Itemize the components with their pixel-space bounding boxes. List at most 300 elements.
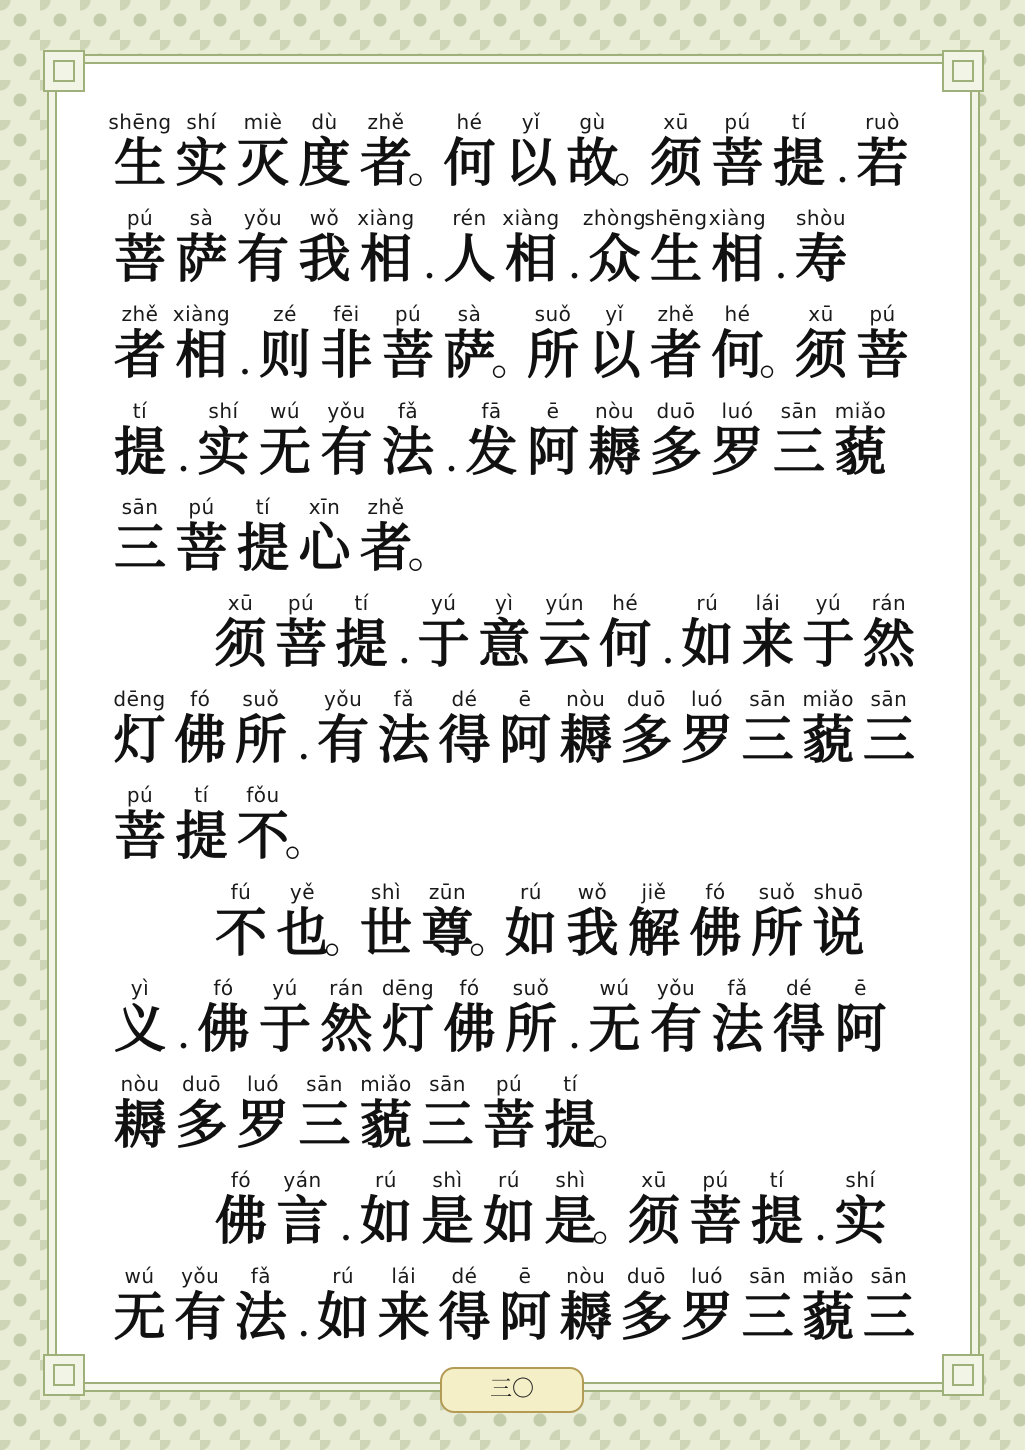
character-cell (234, 782, 292, 866)
character-cell (860, 686, 917, 770)
character-cell (709, 109, 767, 193)
pinyin: pú (126, 206, 154, 231)
pinyin: jiě (641, 879, 667, 904)
pinyin: luó (691, 687, 723, 712)
punctuation (592, 1167, 636, 1252)
character-cell (172, 1263, 229, 1347)
hanzi: 意 (478, 613, 531, 675)
pinyin: fó (705, 879, 726, 904)
pinyin: suǒ (534, 302, 572, 327)
hanzi: 所 (234, 710, 287, 772)
hanzi: 耨 (559, 710, 612, 772)
hanzi: 。 (759, 334, 803, 386)
character-cell (256, 975, 314, 1059)
character-cell (111, 782, 169, 866)
character-cell (234, 494, 292, 578)
hanzi: . (661, 622, 676, 674)
pinyin: ruò (865, 110, 900, 134)
pinyin: duō (181, 1071, 222, 1096)
character-cell (564, 879, 622, 963)
pinyin: dēng (113, 687, 166, 712)
pinyin: dé (786, 975, 812, 1000)
pinyin: shí (186, 110, 217, 134)
pinyin: xū (808, 302, 834, 327)
hanzi: 三 (298, 1094, 351, 1156)
pinyin: xīn (308, 494, 341, 519)
pinyin: shì (432, 1168, 463, 1193)
hanzi: 阿 (834, 998, 887, 1060)
character-cell (564, 109, 622, 193)
pinyin: yì (494, 590, 514, 615)
hanzi: 然 (320, 998, 373, 1060)
character-cell (232, 1263, 289, 1347)
hanzi: 。 (614, 142, 658, 193)
hanzi: 。 (469, 911, 513, 963)
character-cell (860, 1263, 917, 1347)
pinyin: shí (845, 1168, 876, 1193)
pinyin: zhě (657, 302, 695, 327)
pinyin: ē (546, 398, 560, 423)
character-cell (644, 205, 708, 291)
character-cell (586, 301, 644, 385)
character-cell (709, 205, 767, 289)
pinyin: sà (457, 302, 482, 327)
character-cell (173, 301, 231, 385)
pinyin: miǎo (802, 687, 855, 712)
hanzi: . (422, 238, 437, 290)
character-cell (800, 1263, 857, 1347)
character-cell (625, 1167, 683, 1251)
corner-ornament (942, 1354, 984, 1396)
character-cell (860, 590, 917, 674)
character-cell (173, 494, 231, 578)
pinyin: pú (495, 1071, 523, 1096)
punctuation (324, 879, 368, 963)
character-cell (111, 205, 169, 289)
character-cell (792, 301, 850, 385)
pinyin: nòu (566, 1264, 606, 1289)
hanzi: 非 (320, 325, 373, 387)
punctuation (293, 1263, 315, 1347)
hanzi: 如 (482, 1191, 535, 1253)
punctuation (832, 109, 854, 193)
character-cell (687, 1167, 745, 1251)
hanzi: 罗 (711, 421, 764, 483)
hanzi: 实 (197, 421, 250, 483)
pinyin: shuō (813, 879, 864, 904)
hanzi: 生 (649, 229, 702, 291)
character-cell (618, 1263, 675, 1347)
pinyin: yú (815, 590, 842, 615)
character-cell (647, 109, 705, 193)
hanzi: 无 (588, 998, 641, 1060)
pinyin: miè (243, 110, 283, 134)
pinyin: wú (269, 398, 301, 423)
pinyin: zūn (428, 879, 467, 904)
pinyin: nòu (120, 1071, 160, 1096)
character-cell (709, 975, 767, 1059)
character-cell (357, 879, 415, 963)
pinyin: suǒ (512, 975, 550, 1000)
hanzi: 藐 (802, 710, 855, 772)
hanzi: 提 (750, 1191, 803, 1253)
pinyin: fǒu (246, 783, 280, 808)
text-line (111, 398, 921, 494)
text-line (111, 1167, 921, 1263)
hanzi: . (397, 622, 412, 674)
character-cell (524, 398, 582, 482)
hanzi: 言 (276, 1191, 329, 1253)
pinyin: pú (188, 494, 215, 519)
hanzi: 法 (711, 998, 764, 1060)
text-line (111, 494, 921, 590)
pinyin: yán (283, 1168, 322, 1193)
hanzi: 。 (592, 1103, 636, 1155)
hanzi: 菩 (711, 133, 764, 194)
hanzi: 菩 (175, 517, 228, 579)
hanzi: 解 (627, 902, 680, 964)
pinyin: miǎo (360, 1071, 412, 1096)
pinyin: tí (194, 783, 209, 808)
hanzi: 如 (681, 613, 734, 675)
text-line (111, 1263, 921, 1359)
pinyin: pú (394, 302, 422, 327)
pinyin: dé (451, 687, 478, 712)
character-cell (557, 686, 614, 770)
character-cell (497, 1263, 554, 1347)
character-cell (111, 301, 169, 385)
character-cell (854, 109, 912, 193)
pinyin: duō (626, 1264, 666, 1289)
character-cell (256, 301, 314, 385)
pinyin: fó (190, 687, 211, 712)
pinyin: sà (189, 206, 214, 231)
hanzi: 度 (298, 133, 351, 194)
character-cell (234, 205, 292, 289)
hanzi: 我 (566, 902, 619, 964)
pinyin: sān (121, 494, 159, 519)
hanzi: . (339, 1200, 353, 1252)
pinyin: yǐ (605, 302, 624, 327)
hanzi: 多 (175, 1094, 228, 1156)
character-cell (748, 879, 806, 963)
character-cell (770, 975, 828, 1059)
punctuation (592, 1071, 636, 1155)
hanzi: 尊 (421, 902, 474, 964)
pinyin: fó (213, 975, 234, 1000)
pinyin: suǒ (242, 687, 280, 712)
hanzi: . (176, 430, 191, 482)
character-cell (480, 1167, 538, 1251)
character-cell (232, 686, 289, 770)
character-cell (274, 1167, 332, 1251)
character-cell (618, 686, 675, 770)
hanzi: 罗 (681, 1287, 734, 1349)
hanzi: 义 (113, 998, 166, 1060)
character-cell (296, 205, 354, 289)
character-cell (212, 1167, 270, 1251)
character-cell (256, 398, 314, 482)
pinyin: xū (227, 590, 254, 615)
hanzi: 三 (113, 517, 166, 579)
pinyin: tí (255, 494, 271, 519)
pinyin: yú (272, 975, 298, 1000)
hanzi: 菩 (689, 1191, 742, 1253)
hanzi: 说 (812, 902, 865, 964)
pinyin: hé (612, 590, 639, 615)
pinyin: lái (391, 1264, 417, 1289)
hanzi: 我 (298, 229, 351, 291)
hanzi: 三 (421, 1094, 474, 1156)
hanzi: 有 (649, 998, 702, 1060)
character-cell (709, 398, 767, 482)
hanzi: 然 (862, 613, 915, 675)
hanzi: 三 (862, 710, 915, 772)
text-line (111, 879, 921, 975)
hanzi: 有 (320, 421, 373, 483)
character-cell (463, 398, 521, 482)
hanzi: 以 (588, 325, 641, 387)
punctuation (173, 975, 195, 1059)
hanzi: 寿 (794, 229, 847, 291)
hanzi: 来 (377, 1287, 430, 1349)
character-cell (441, 205, 499, 289)
hanzi: 何 (443, 133, 496, 194)
character-cell (273, 590, 330, 674)
character-cell (739, 1263, 796, 1347)
pinyin: fǎ (397, 398, 419, 423)
character-cell (318, 975, 376, 1059)
character-cell (274, 879, 332, 963)
hanzi: 佛 (214, 1191, 267, 1253)
pinyin: tí (769, 1168, 785, 1193)
pinyin: sān (306, 1071, 343, 1096)
hanzi: 提 (544, 1094, 597, 1156)
hanzi: 三 (741, 710, 794, 772)
hanzi: 实 (834, 1191, 887, 1253)
character-cell (739, 590, 796, 674)
hanzi: 萨 (443, 325, 496, 387)
punctuation (173, 398, 195, 482)
character-cell (375, 686, 432, 770)
pinyin: fǎ (393, 687, 414, 712)
text-line (111, 975, 921, 1071)
pinyin: tí (354, 590, 369, 615)
hanzi: 阿 (499, 1287, 552, 1349)
text-line (111, 301, 921, 397)
hanzi: 佛 (689, 902, 742, 964)
pinyin: duō (656, 398, 696, 423)
hanzi: 菩 (113, 229, 166, 291)
character-cell (357, 205, 415, 289)
pinyin: fēi (333, 302, 360, 327)
pinyin: fā (481, 398, 502, 423)
pinyin: pú (724, 110, 751, 134)
pinyin: shòu (795, 206, 846, 231)
hanzi: 藐 (359, 1094, 412, 1156)
pinyin: ē (518, 1264, 532, 1289)
pinyin: rén (452, 206, 487, 231)
hanzi: 无 (113, 1287, 166, 1349)
character-cell (357, 1071, 415, 1155)
character-cell (419, 1167, 477, 1251)
pinyin: ē (518, 687, 532, 712)
pinyin: xiàng (357, 206, 415, 231)
character-cell (436, 1263, 493, 1347)
character-cell (770, 109, 828, 193)
character-cell (586, 398, 644, 482)
character-cell (597, 590, 654, 674)
character-cell (379, 398, 437, 482)
punctuation (293, 686, 315, 770)
character-cell (441, 975, 499, 1059)
pinyin: sān (870, 1264, 908, 1289)
hanzi: 者 (359, 517, 412, 579)
pinyin: tí (791, 110, 807, 134)
hanzi: 提 (772, 133, 825, 194)
pinyin: yún (545, 590, 585, 615)
hanzi: 得 (438, 1287, 491, 1349)
pinyin: fú (230, 879, 252, 904)
hanzi: 法 (377, 710, 430, 772)
character-cell (502, 205, 560, 289)
pinyin: nòu (566, 687, 606, 712)
hanzi: 阿 (526, 421, 579, 483)
punctuation (759, 301, 803, 386)
pinyin: rú (498, 1168, 520, 1193)
character-cell (173, 205, 231, 289)
pinyin: dé (451, 1264, 478, 1289)
character-cell (770, 398, 828, 482)
hanzi: 藐 (802, 1287, 855, 1349)
character-cell (296, 109, 354, 193)
pinyin: sān (749, 687, 787, 712)
hanzi: 相 (175, 325, 228, 387)
hanzi: 是 (544, 1191, 597, 1253)
hanzi: . (567, 1007, 582, 1059)
character-cell (497, 686, 554, 770)
pinyin: zé (273, 302, 297, 327)
hanzi: 若 (856, 133, 909, 194)
pinyin: xiàng (708, 206, 767, 231)
punctuation (441, 398, 463, 482)
pinyin: yě (289, 879, 316, 904)
character-cell (476, 590, 533, 674)
character-cell (854, 301, 912, 385)
character-cell (586, 975, 644, 1059)
character-cell (480, 1071, 538, 1155)
hanzi: 佛 (443, 998, 496, 1060)
hanzi: 提 (175, 806, 228, 868)
character-cell (832, 975, 890, 1059)
pinyin: yǒu (181, 1264, 220, 1289)
text-line (111, 782, 921, 878)
punctuation (284, 782, 329, 867)
character-cell (524, 301, 582, 385)
pinyin: nòu (594, 398, 635, 423)
character-cell (111, 686, 168, 770)
hanzi: . (296, 719, 311, 771)
hanzi: 于 (258, 998, 311, 1060)
hanzi: 罗 (236, 1094, 289, 1156)
pinyin: xiàng (172, 302, 231, 327)
character-cell (678, 1263, 735, 1347)
punctuation (394, 590, 416, 674)
hanzi: 相 (504, 229, 557, 291)
pinyin: lái (755, 590, 781, 615)
hanzi: 相 (359, 229, 412, 291)
character-cell (647, 975, 705, 1059)
character-cell (111, 1071, 169, 1155)
punctuation (407, 109, 452, 193)
pinyin: luó (691, 1264, 723, 1289)
hanzi: 所 (526, 325, 579, 387)
page-frame (55, 62, 972, 1384)
hanzi: 提 (335, 613, 388, 675)
hanzi: 阿 (499, 710, 552, 772)
character-cell (296, 1071, 354, 1155)
pinyin: ē (854, 975, 867, 1000)
pinyin: fǎ (250, 1264, 271, 1289)
pinyin: shí (208, 398, 239, 423)
character-cell (810, 879, 868, 963)
pinyin: rán (329, 975, 364, 1000)
character-cell (502, 879, 560, 963)
punctuation (234, 301, 256, 385)
pinyin: wú (599, 975, 630, 1000)
hanzi: 生 (113, 133, 166, 194)
character-cell (111, 398, 169, 482)
corner-ornament (43, 1354, 85, 1396)
hanzi: 。 (592, 1200, 636, 1252)
hanzi: 不 (236, 806, 289, 868)
punctuation (564, 975, 586, 1059)
character-cell (647, 301, 705, 385)
hanzi: 者 (113, 325, 166, 387)
pinyin: xiàng (502, 206, 560, 231)
pinyin: zhě (121, 302, 159, 327)
punctuation (810, 1167, 832, 1251)
hanzi: 三 (741, 1287, 794, 1349)
hanzi: 法 (234, 1287, 287, 1349)
punctuation (770, 205, 792, 289)
character-cell (441, 301, 499, 385)
character-cell (792, 205, 850, 289)
pinyin: yì (130, 975, 150, 1000)
character-cell (800, 686, 857, 770)
character-cell (333, 590, 390, 674)
pinyin: yǒu (656, 975, 696, 1000)
hanzi: 来 (741, 613, 794, 675)
character-cell (739, 686, 796, 770)
page-number: 三〇 (440, 1367, 584, 1413)
character-cell (195, 398, 253, 482)
character-cell (234, 1071, 292, 1155)
punctuation (419, 205, 441, 289)
hanzi: 。 (491, 334, 535, 386)
hanzi: 须 (214, 613, 267, 675)
hanzi: 耨 (113, 1094, 166, 1156)
hanzi: 所 (750, 902, 803, 964)
hanzi: 多 (620, 710, 673, 772)
character-cell (315, 1263, 372, 1347)
hanzi: 多 (620, 1287, 673, 1349)
pinyin: zhòng (582, 206, 647, 231)
hanzi: 佛 (197, 998, 250, 1060)
hanzi: 耨 (588, 421, 641, 483)
character-cell (419, 1071, 477, 1155)
punctuation (335, 1167, 357, 1251)
